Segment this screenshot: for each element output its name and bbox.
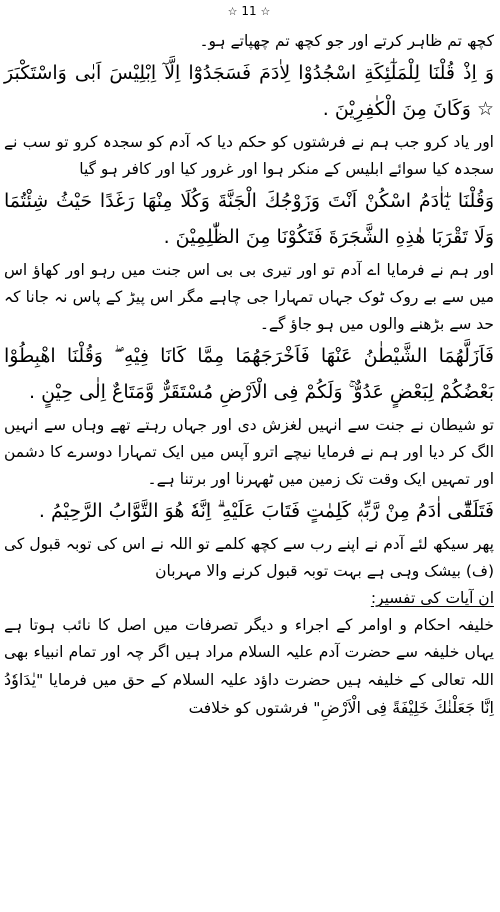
commentary-text: خلیفہ احکام و اوامر کے اجراء و دیگر تصرفات میں اصل کا نائب ہوتا ہے یہاں خلیفہ سے حضرت آدم علیہ السلام مراد ہیں اگر چہ اور تمام انبیاء بھی اللہ تعالی کے خلیفہ ہیں حضرت داؤد علیہ السلام کے حق میں فرمایا " (4, 616, 494, 689)
translation-paragraph-3: اور ہم نے فرمایا اے آدم تو اور تیری بی بی اس جنت میں رہو اور کھاؤ اس میں سے بے روک ٹوک جہاں تمہارا جی چاہے مگر اس پیڑ کے پاس نہ جانا کہ حد سے بڑھنے والوں میں ہو جاؤ گے۔ (4, 261, 494, 333)
star-icon: ☆ (260, 5, 271, 18)
translation-paragraph-5: پھر سیکھ لئے آدم نے اپنے رب سے کچھ کلمے تو اللہ نے اس کی توبہ قبول کی (ف) بیشک وہی ہے بہت توبہ قبول کرنے والا مہربان (4, 535, 494, 580)
quran-verse-35: وَقُلْنَا يٰٓاٰدَمُ اسْكُنْ اَنْتَ وَزَوْجُكَ الْجَنَّةَ وَكُلَا مِنْهَا رَغَدًا حَيْثُ شِئْتُمَا وَلَا تَقْرَبَا هٰذِهِ الشَّجَرَةَ فَتَكُوْنَا مِنَ الظّٰلِمِيْنَ . (4, 190, 494, 248)
quran-verse-34: وَ اِذْ قُلْنَا لِلْمَلٰٓئِكَةِ اسْجُدُوْا لِاٰدَمَ فَسَجَدُوْٓا اِلَّآ اِبْلِيْسَ اَبٰى وَاسْتَكْبَرَ ☆ وَكَانَ مِنَ الْكٰفِرِيْنَ . (4, 62, 494, 120)
star-icon: ☆ (227, 5, 238, 18)
page-number: 11 (241, 4, 257, 18)
translation-paragraph-2: اور یاد کرو جب ہم نے فرشتوں کو حکم دیا کہ آدم کو سجدہ کرو تو سب نے سجدہ کیا سوائے ابلیس کے منکر ہوا اور غرور کیا اور کافر ہو گیا (4, 133, 494, 178)
commentary-text-end: " فرشتوں کو خلافت (188, 699, 321, 717)
section-heading: ان آیات کی تفسیر: (370, 589, 494, 607)
quran-verse-37: فَتَلَقّٰٓى اٰدَمُ مِنْ رَّبِّهٖ كَلِمٰتٍ فَتَابَ عَلَيْهِ ۗ اِنَّهٗ هُوَ التَّوَّابُ الرَّحِيْمُ . (38, 500, 494, 522)
inline-quran-quote: يٰدَاوٗدُ اِنَّا جَعَلْنٰكَ خَلِيْفَةً فِى الْاَرْضِ (4, 670, 494, 717)
translation-paragraph-1: کچھ تم ظاہر کرتے اور جو کچھ تم چھپاتے ہو۔ (199, 32, 494, 50)
commentary-paragraph (4, 612, 494, 722)
page-header (4, 2, 494, 20)
translation-paragraph-4: تو شیطان نے جنت سے انہیں لغزش دی اور جہاں رہتے تھے وہاں سے انہیں الگ کر دیا اور ہم نے فرمایا نیچے اترو آپس میں ایک تمہارا دوسرے کا دشمن اور تمہیں ایک وقت تک زمین میں ٹھہرنا اور برتنا ہے۔ (4, 416, 494, 488)
quran-verse-36: فَاَزَلَّهُمَا الشَّيْطٰنُ عَنْهَا فَاَخْرَجَهُمَا مِمَّا كَانَا فِيْهِ ۖ وَقُلْنَا اهْبِطُوْا بَعْضُكُمْ لِبَعْضٍ عَدُوٌّ ۚ وَلَكُمْ فِى الْاَرْضِ مُسْتَقَرٌّ وَّمَتَاعٌ اِلٰى حِيْنٍ . (4, 345, 494, 403)
